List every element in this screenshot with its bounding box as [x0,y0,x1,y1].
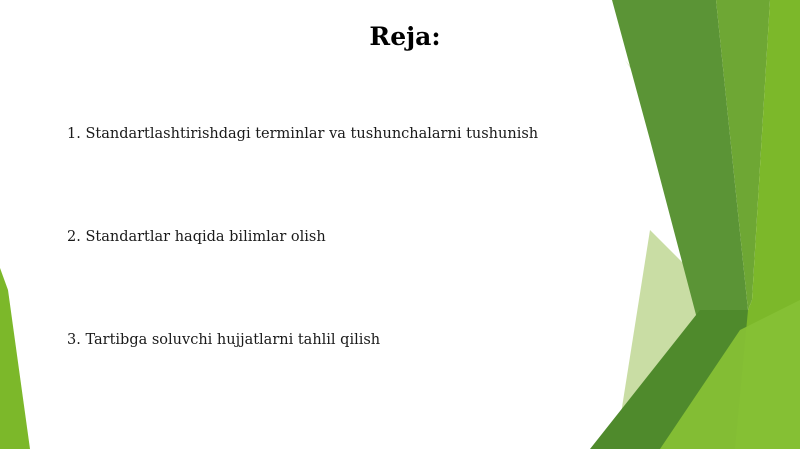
slide-title: Reja: [369,22,441,51]
plan-item-text: Standartlar haqida bilimlar olish [85,229,326,245]
plan-item-number: 3. [67,332,81,348]
plan-item-text: Standartlashtirishdagi terminlar va tushunchalarni tushunish [85,126,539,142]
plan-item-number: 1. [67,126,81,142]
plan-item-1 [67,124,538,144]
plan-item-3 [67,330,380,350]
plan-item-number: 2. [67,229,81,245]
plan-item-2 [67,227,326,247]
left-green-sliver [0,268,30,449]
plan-item-text: Tartibga soluvchi hujjatlarni tahlil qilish [85,332,381,348]
